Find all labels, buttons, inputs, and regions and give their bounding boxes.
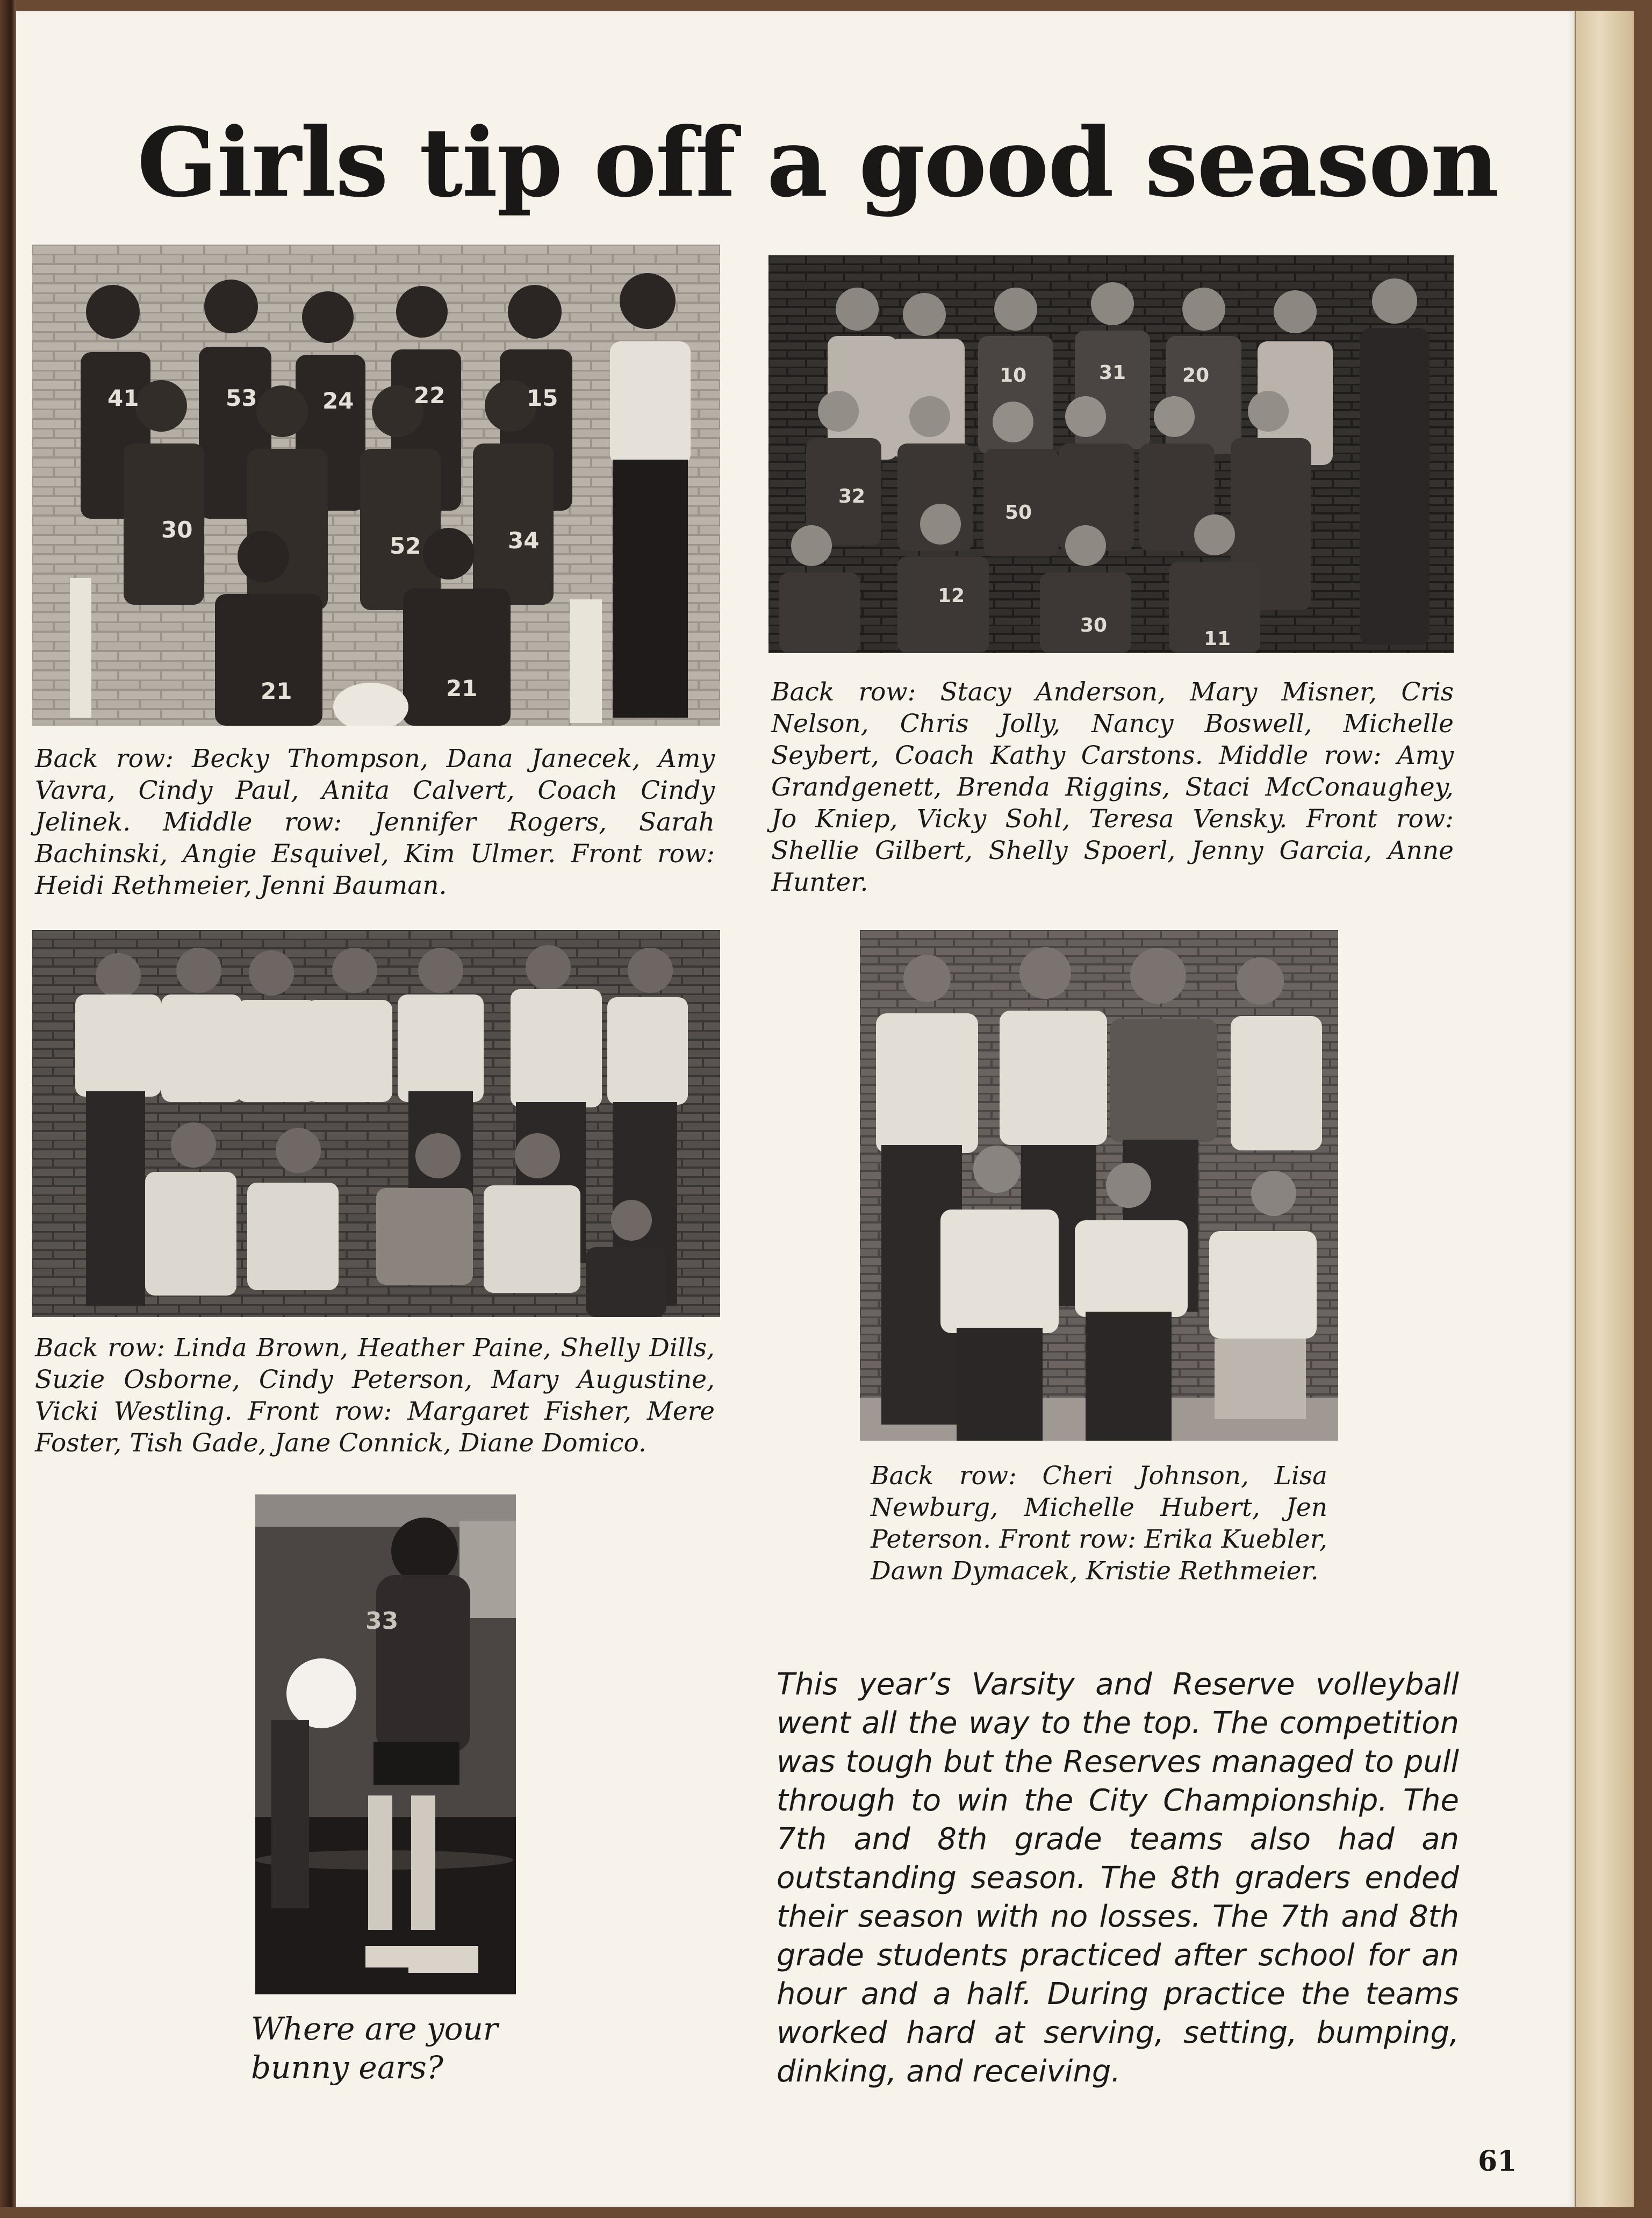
caption-varsity: Back row: Becky Thompson, Dana Janecek, Amy Vavra, Cindy Paul, Anita Calvert, Coach Cindy Jelinek. Middle row: Jennifer Rogers, Sarah Bachinski, Angie Esquivel, Kim Ulmer. Front row: Heidi Rethmeier, Jenni Bauman. — [35, 744, 715, 900]
jersey-number: 10 — [1000, 364, 1027, 387]
page-number: 61 — [1478, 2145, 1517, 2178]
jersey-number: 24 — [322, 388, 354, 414]
page-bottom-edge — [0, 2207, 1652, 2218]
team-photo-eighth-grade — [32, 930, 720, 1317]
jersey-number: 31 — [1099, 362, 1126, 384]
book-binding — [0, 0, 16, 2218]
headline: Girls tip off a good season — [137, 107, 1498, 218]
team-photo-varsity — [32, 245, 720, 726]
jersey-number: 21 — [446, 675, 478, 702]
action-photo-serve — [255, 1494, 516, 1994]
caption-seventh-grade: Back row: Cheri Johnson, Lisa Newburg, Michelle Hubert, Jen Peterson. Front row: Erika Kuebler, Dawn Dymacek, Kristie Rethmeier. — [871, 1461, 1327, 1586]
jersey-number: 20 — [1182, 364, 1210, 387]
jersey-number: 21 — [261, 678, 292, 704]
team-photo-reserve — [768, 255, 1454, 653]
jersey-number: 30 — [1080, 614, 1108, 636]
jersey-number: 33 — [365, 1607, 399, 1635]
jersey-number: 12 — [938, 585, 965, 607]
cover-edge — [1634, 11, 1652, 2207]
jersey-number: 22 — [414, 382, 446, 409]
jersey-number: 11 — [1204, 628, 1231, 650]
caption-reserve: Back row: Stacy Anderson, Mary Misner, Cris Nelson, Chris Jolly, Nancy Boswell, Michelle Seybert, Coach Kathy Carstons. Middle row: Amy Grandgenett, Brenda Riggins, Staci McConaughey, Jo Kniep, Vicky Sohl, Teresa Vensky. Front row: Shellie Gilbert, Shelly Spoerl, Jenny Garcia, Anne Hunter. — [771, 677, 1454, 897]
page-top-edge — [0, 0, 1652, 11]
caption-eighth-grade: Back row: Linda Brown, Heather Paine, Shelly Dills, Suzie Osborne, Cindy Peterson, Mary Augustine, Vicki Westling. Front row: Margaret Fisher, Mere Foster, Tish Gade, Jane Connick, Diane Domico. — [35, 1333, 715, 1458]
jersey-number: 41 — [107, 385, 139, 411]
jersey-number: 15 — [527, 385, 558, 411]
page-stack-edge — [1575, 11, 1635, 2207]
jersey-number: 32 — [838, 485, 866, 507]
jersey-number: 52 — [390, 533, 421, 559]
jersey-number: 30 — [161, 517, 193, 543]
caption-bunny-ears: Where are your bunny ears? — [251, 2010, 498, 2086]
story-text: This year’s Varsity and Reserve volleyball went all the way to the top. The competition was tough but the Reserves managed to pull through to win the City Championship. The 7th and 8th grade teams also had an outstanding season. The 8th graders ended their season with no losses. The 7th and 8th grade students practiced after school for an hour and a half. During practice the teams worked hard at serving, setting, bumping, dinking, and receiving. — [777, 1667, 1459, 2089]
jersey-number: 53 — [226, 385, 257, 411]
jersey-number: 50 — [1005, 502, 1032, 524]
team-photo-seventh-grade — [860, 930, 1338, 1441]
jersey-number: 34 — [508, 527, 540, 554]
